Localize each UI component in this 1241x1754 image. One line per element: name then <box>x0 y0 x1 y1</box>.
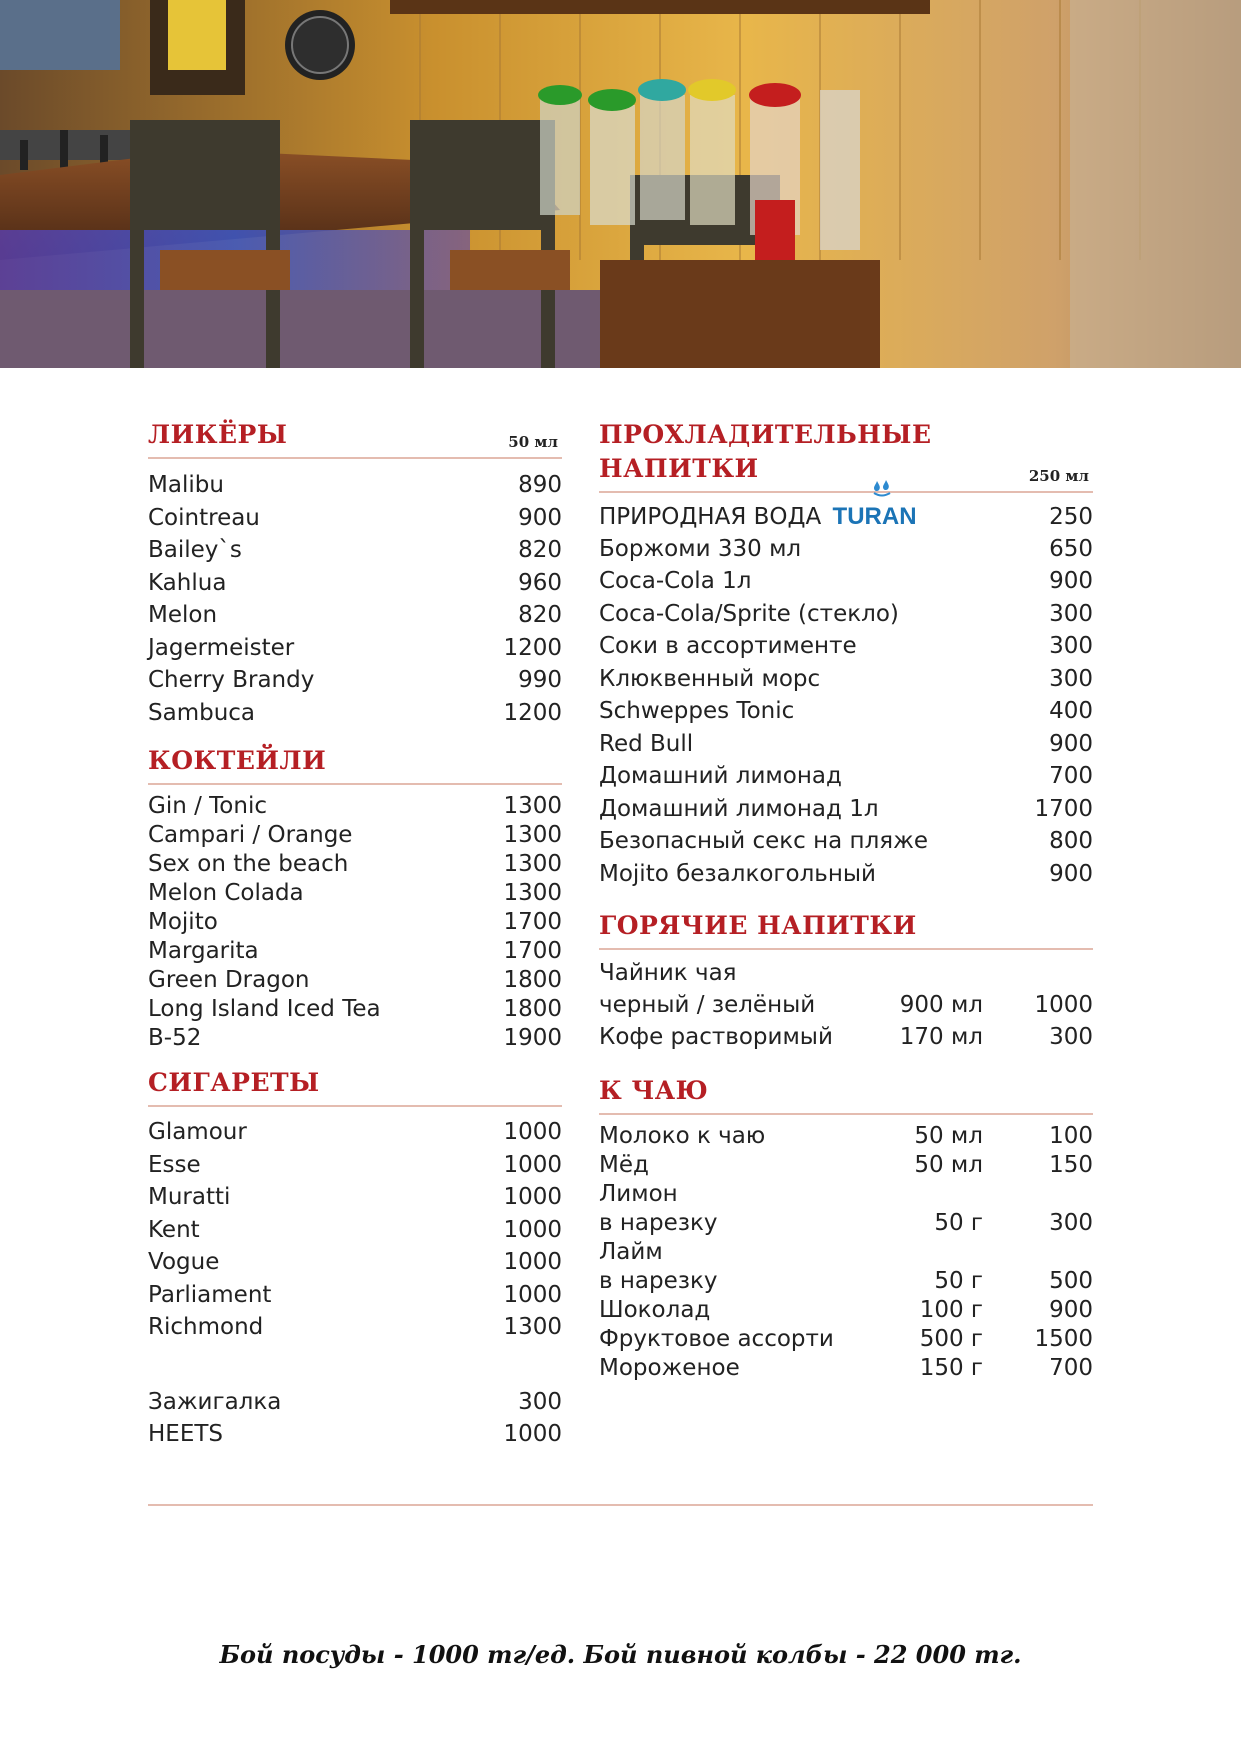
item-price: 1300 <box>503 1314 562 1340</box>
item-name: Mojito безалкогольный <box>599 860 876 887</box>
section-divider <box>599 948 1093 950</box>
item-name: Margarita <box>148 938 259 964</box>
item-price: 500 <box>1049 1268 1093 1294</box>
menu-item <box>599 698 1093 731</box>
menu-item <box>148 851 562 880</box>
item-name: Мёд <box>599 1152 649 1178</box>
item-name: Соки в ассортименте <box>599 633 857 659</box>
water-label: ПРИРОДНАЯ ВОДА <box>599 504 822 530</box>
section-divider <box>148 457 562 459</box>
item-price: 400 <box>1049 698 1093 724</box>
menu-item <box>148 967 562 996</box>
item-price: 1300 <box>503 822 562 848</box>
item-price: 150 <box>1049 1152 1093 1178</box>
item-volume: 50 г <box>934 1210 983 1236</box>
section-title-line1: ПРОХЛАДИТЕЛЬНЫЕ <box>599 420 932 449</box>
item-name: Cointreau <box>148 504 260 531</box>
section-title-line2: НАПИТКИ <box>599 454 759 483</box>
item-name: в нарезку <box>599 1210 718 1236</box>
item-price: 1200 <box>503 634 562 661</box>
item-name: Фруктовое ассорти <box>599 1326 834 1352</box>
section-unit: 50 мл <box>508 433 558 451</box>
menu-item <box>599 861 1093 894</box>
item-name: Sambuca <box>148 699 256 726</box>
menu-item <box>148 667 562 700</box>
item-price: 1000 <box>503 1249 562 1275</box>
item-price: 1200 <box>503 699 562 726</box>
item-name: Боржоми 330 мл <box>599 535 802 562</box>
item-name: Long Island Iced Tea <box>148 996 381 1022</box>
item-price: 1000 <box>503 1281 562 1308</box>
menu-item <box>148 996 562 1025</box>
item-price: 990 <box>518 667 562 693</box>
menu-item <box>148 1421 562 1454</box>
menu-item <box>599 1152 1093 1181</box>
cigarettes-header <box>148 1066 562 1107</box>
item-name: Клюквенный морс <box>599 665 821 692</box>
menu-item <box>599 828 1093 861</box>
item-volume: 50 мл <box>914 1152 983 1178</box>
item-name: черный / зелёный <box>599 992 816 1018</box>
menu-item <box>148 822 562 851</box>
item-price: 800 <box>1049 828 1093 854</box>
item-name: Лайм <box>599 1239 663 1265</box>
item-name: Esse <box>148 1151 201 1178</box>
menu-item <box>148 1314 562 1347</box>
item-price: 1700 <box>503 938 562 964</box>
item-price: 890 <box>518 472 562 498</box>
menu-item <box>148 880 562 909</box>
menu-item <box>599 1210 1093 1239</box>
item-name: Молоко к чаю <box>599 1123 766 1149</box>
item-price: 900 <box>1049 730 1093 757</box>
right-column <box>599 418 1093 1384</box>
menu-item <box>599 1297 1093 1326</box>
item-name: Glamour <box>148 1119 247 1145</box>
item-volume: 50 г <box>934 1268 983 1294</box>
item-name: Vogue <box>148 1249 220 1275</box>
hot-drinks-list <box>599 960 1093 1056</box>
item-volume: 50 мл <box>914 1123 983 1149</box>
item-price: 1800 <box>503 967 562 993</box>
menu-item <box>148 602 562 635</box>
section-title: ЛИКЁРЫ <box>148 420 288 449</box>
item-price: 300 <box>1049 1210 1093 1236</box>
menu-item <box>148 537 562 570</box>
menu-item <box>599 1181 1093 1210</box>
menu-item <box>599 1239 1093 1268</box>
item-name: Melon Colada <box>148 880 304 906</box>
item-name: Coca-Cola 1л <box>599 568 752 594</box>
item-price: 1000 <box>503 1119 562 1145</box>
item-name: Campari / Orange <box>148 822 353 848</box>
item-price: 300 <box>518 1388 562 1415</box>
item-name: Schweppes Tonic <box>599 698 795 724</box>
item-name: B-52 <box>148 1025 202 1051</box>
item-name: Лимон <box>599 1181 678 1207</box>
menu-item <box>148 570 562 603</box>
menu-item <box>599 536 1093 569</box>
item-price: 1300 <box>503 851 562 877</box>
menu-item <box>599 1326 1093 1355</box>
bottom-divider <box>148 1504 1093 1506</box>
menu-item <box>148 635 562 668</box>
menu-item <box>148 505 562 538</box>
item-price: 1700 <box>1034 795 1093 822</box>
menu-item <box>148 909 562 938</box>
section-title: КОКТЕЙЛИ <box>148 746 327 775</box>
cigarettes-list <box>148 1119 562 1347</box>
item-name: Parliament <box>148 1281 272 1308</box>
item-price: 1300 <box>503 880 562 906</box>
menu-item <box>599 763 1093 796</box>
menu-item <box>599 1123 1093 1152</box>
item-name: Malibu <box>148 472 224 498</box>
menu-item <box>599 1024 1093 1056</box>
bar-interior-photo <box>0 0 1241 368</box>
item-price: 900 <box>1049 860 1093 887</box>
item-name: Green Dragon <box>148 967 310 993</box>
item-price: 1800 <box>503 996 562 1022</box>
breakage-note: Бой посуды - 1000 тг/ед. Бой пивной колбы - 22 000 тг. <box>219 1640 1022 1669</box>
item-price: 700 <box>1049 763 1093 789</box>
section-title: ГОРЯЧИЕ НАПИТКИ <box>599 911 917 940</box>
item-price: 820 <box>518 537 562 563</box>
item-price: 100 <box>1049 1123 1093 1149</box>
item-volume: 100 г <box>919 1297 983 1323</box>
item-name: Зажигалка <box>148 1388 282 1415</box>
liqueurs-header <box>148 418 562 459</box>
item-volume: 900 мл <box>899 992 983 1018</box>
menu-item <box>148 700 562 733</box>
soft-drinks-header <box>599 418 1093 493</box>
cocktails-header <box>148 744 562 785</box>
menu-item <box>148 1119 562 1152</box>
item-name: Домашний лимонад 1л <box>599 795 879 822</box>
item-price: 900 <box>1049 568 1093 594</box>
menu-item <box>599 796 1093 829</box>
menu-item <box>148 1025 562 1054</box>
soft-drinks-list <box>599 503 1093 893</box>
section-divider <box>148 1105 562 1107</box>
menu-item <box>148 1249 562 1282</box>
menu-item <box>148 1184 562 1217</box>
item-price: 1000 <box>503 1216 562 1243</box>
item-name: Чайник чая <box>599 960 737 986</box>
item-name: Richmond <box>148 1314 264 1340</box>
item-name: Sex on the beach <box>148 851 349 877</box>
section-unit: 250 мл <box>1028 467 1089 485</box>
item-price: 1000 <box>503 1151 562 1178</box>
item-name: Melon <box>148 602 218 628</box>
item-volume: 150 г <box>919 1355 983 1381</box>
item-name: Cherry Brandy <box>148 667 315 693</box>
menu-item <box>148 1389 562 1422</box>
item-name: Безопасный секс на пляже <box>599 828 928 854</box>
section-title: СИГАРЕТЫ <box>148 1068 320 1097</box>
menu-item <box>599 666 1093 699</box>
item-volume: 170 мл <box>899 1024 983 1050</box>
item-name: Gin / Tonic <box>148 793 267 819</box>
item-price: 900 <box>518 504 562 531</box>
hot-drinks-header <box>599 909 1093 950</box>
item-name: Кофе растворимый <box>599 1024 833 1050</box>
cocktails-list <box>148 793 562 1054</box>
menu-item <box>599 731 1093 764</box>
item-name: Шоколад <box>599 1297 711 1323</box>
section-divider <box>148 783 562 785</box>
item-price: 700 <box>1049 1355 1093 1381</box>
item-price: 1700 <box>503 909 562 935</box>
left-column <box>148 418 562 1454</box>
item-price: 1000 <box>503 1421 562 1447</box>
section-divider <box>599 1113 1093 1115</box>
menu-item <box>599 633 1093 666</box>
item-name: Bailey`s <box>148 537 242 563</box>
item-price: 1000 <box>503 1184 562 1210</box>
item-price: 1500 <box>1034 1326 1093 1352</box>
item-price: 300 <box>1049 1024 1093 1050</box>
item-price: 1000 <box>1034 992 1093 1018</box>
item-price: 1300 <box>503 793 562 819</box>
item-price: 820 <box>518 602 562 628</box>
turan-brand-text: TURAN <box>832 503 917 530</box>
menu-item <box>599 1355 1093 1384</box>
item-price: 1900 <box>503 1025 562 1051</box>
menu-item <box>599 503 1093 536</box>
item-price: 250 <box>1049 504 1093 530</box>
accessories-list <box>148 1389 562 1454</box>
menu-item <box>148 938 562 967</box>
section-divider <box>599 491 1093 493</box>
for-tea-header <box>599 1074 1093 1115</box>
item-name: Red Bull <box>599 730 694 757</box>
item-name: HEETS <box>148 1421 224 1447</box>
menu-item <box>148 1217 562 1250</box>
item-price: 900 <box>1049 1297 1093 1323</box>
menu-item <box>148 1282 562 1315</box>
item-volume: 500 г <box>919 1326 983 1352</box>
menu-item <box>148 793 562 822</box>
item-name: Mojito <box>148 909 218 935</box>
menu-item <box>599 1268 1093 1297</box>
menu-item <box>148 472 562 505</box>
section-title: К ЧАЮ <box>599 1076 709 1105</box>
item-name <box>599 503 983 531</box>
for-tea-list <box>599 1123 1093 1384</box>
item-price: 300 <box>1049 633 1093 659</box>
item-name: Jagermeister <box>148 634 295 661</box>
menu-item <box>599 601 1093 634</box>
item-name: в нарезку <box>599 1268 718 1294</box>
menu-item <box>599 568 1093 601</box>
item-name: Kahlua <box>148 569 227 596</box>
water-drops-icon <box>871 479 893 497</box>
item-name: Muratti <box>148 1184 231 1210</box>
item-price: 650 <box>1049 535 1093 562</box>
turan-logo <box>833 503 917 531</box>
menu-item <box>599 992 1093 1024</box>
item-price: 300 <box>1049 665 1093 692</box>
item-name: Мороженое <box>599 1355 740 1381</box>
item-name: Домашний лимонад <box>599 763 842 789</box>
menu-item <box>599 960 1093 992</box>
item-name: Kent <box>148 1216 200 1243</box>
item-price: 300 <box>1049 600 1093 627</box>
menu-item <box>148 1152 562 1185</box>
item-name: Coca-Cola/Sprite (стекло) <box>599 600 899 627</box>
liqueurs-list <box>148 472 562 732</box>
item-price: 960 <box>518 569 562 596</box>
